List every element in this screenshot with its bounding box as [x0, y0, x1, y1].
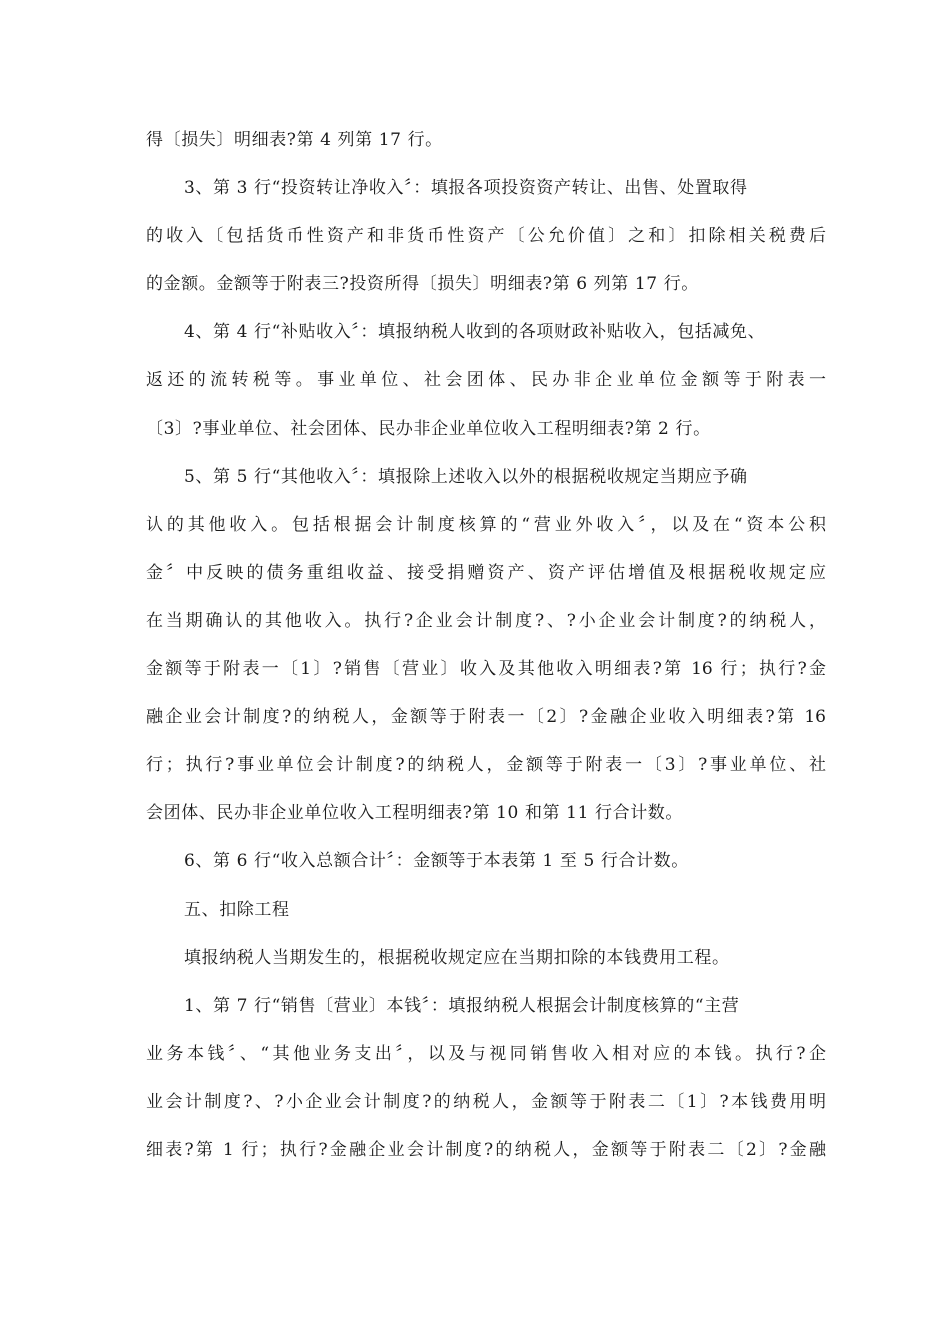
paragraph-line: 行；执行?事业单位会计制度?的纳税人，金额等于附表一〔3〕?事业单位、社 — [146, 755, 826, 776]
paragraph-line: 1、第 7 行“销售〔营业〕本钱〞：填报纳税人根据会计制度核算的“主营 — [184, 995, 740, 1016]
paragraph-line: 填报纳税人当期发生的，根据税收规定应在当期扣除的本钱费用工程。 — [184, 947, 730, 968]
paragraph-line: 的金额。金额等于附表三?投资所得〔损失〕明细表?第 6 列第 17 行。 — [146, 274, 699, 295]
paragraph-line: 在当期确认的其他收入。执行?企业会计制度?、?小企业会计制度?的纳税人， — [146, 610, 826, 631]
section-heading: 五、扣除工程 — [184, 899, 290, 920]
paragraph-line: 6、第 6 行“收入总额合计〞：金额等于本表第 1 至 5 行合计数。 — [184, 851, 689, 872]
paragraph-line: 4、第 4 行“补贴收入〞：填报纳税人收到的各项财政补贴收入，包括减免、 — [184, 322, 766, 343]
paragraph-line: 业务本钱〞、“其他业务支出〞，以及与视同销售收入相对应的本钱。执行?企 — [146, 1043, 826, 1064]
paragraph-line: 的收入〔包括货币性资产和非货币性资产〔公允价值〕之和〕扣除相关税费后 — [146, 226, 826, 247]
paragraph-line: 3、第 3 行“投资转让净收入〞：填报各项投资资产转让、出售、处置取得 — [184, 178, 748, 199]
paragraph-line: 5、第 5 行“其他收入〞：填报除上述收入以外的根据税收规定当期应予确 — [184, 466, 748, 487]
paragraph-line: 会团体、民办非企业单位收入工程明细表?第 10 和第 11 行合计数。 — [146, 803, 683, 824]
paragraph-line: 细表?第 1 行；执行?金融企业会计制度?的纳税人，金额等于附表二〔2〕?金融 — [146, 1139, 826, 1160]
paragraph-line: 金额等于附表一〔1〕?销售〔营业〕收入及其他收入明细表?第 16 行；执行?金 — [146, 659, 826, 680]
paragraph-line: 〔3〕?事业单位、社会团体、民办非企业单位收入工程明细表?第 2 行。 — [146, 418, 711, 439]
document-body — [146, 118, 826, 1176]
paragraph-line: 返还的流转税等。事业单位、社会团体、民办非企业单位金额等于附表一 — [146, 370, 826, 391]
paragraph-line: 认的其他收入。包括根据会计制度核算的“营业外收入〞，以及在“资本公积 — [146, 514, 826, 535]
paragraph-line: 金〞中反映的债务重组收益、接受捐赠资产、资产评估增值及根据税收规定应 — [146, 562, 826, 583]
paragraph-line: 业会计制度?、?小企业会计制度?的纳税人，金额等于附表二〔1〕?本钱费用明 — [146, 1091, 826, 1112]
paragraph-line: 融企业会计制度?的纳税人，金额等于附表一〔2〕?金融企业收入明细表?第 16 — [146, 707, 826, 728]
paragraph-line: 得〔损失〕明细表?第 4 列第 17 行。 — [146, 130, 443, 150]
